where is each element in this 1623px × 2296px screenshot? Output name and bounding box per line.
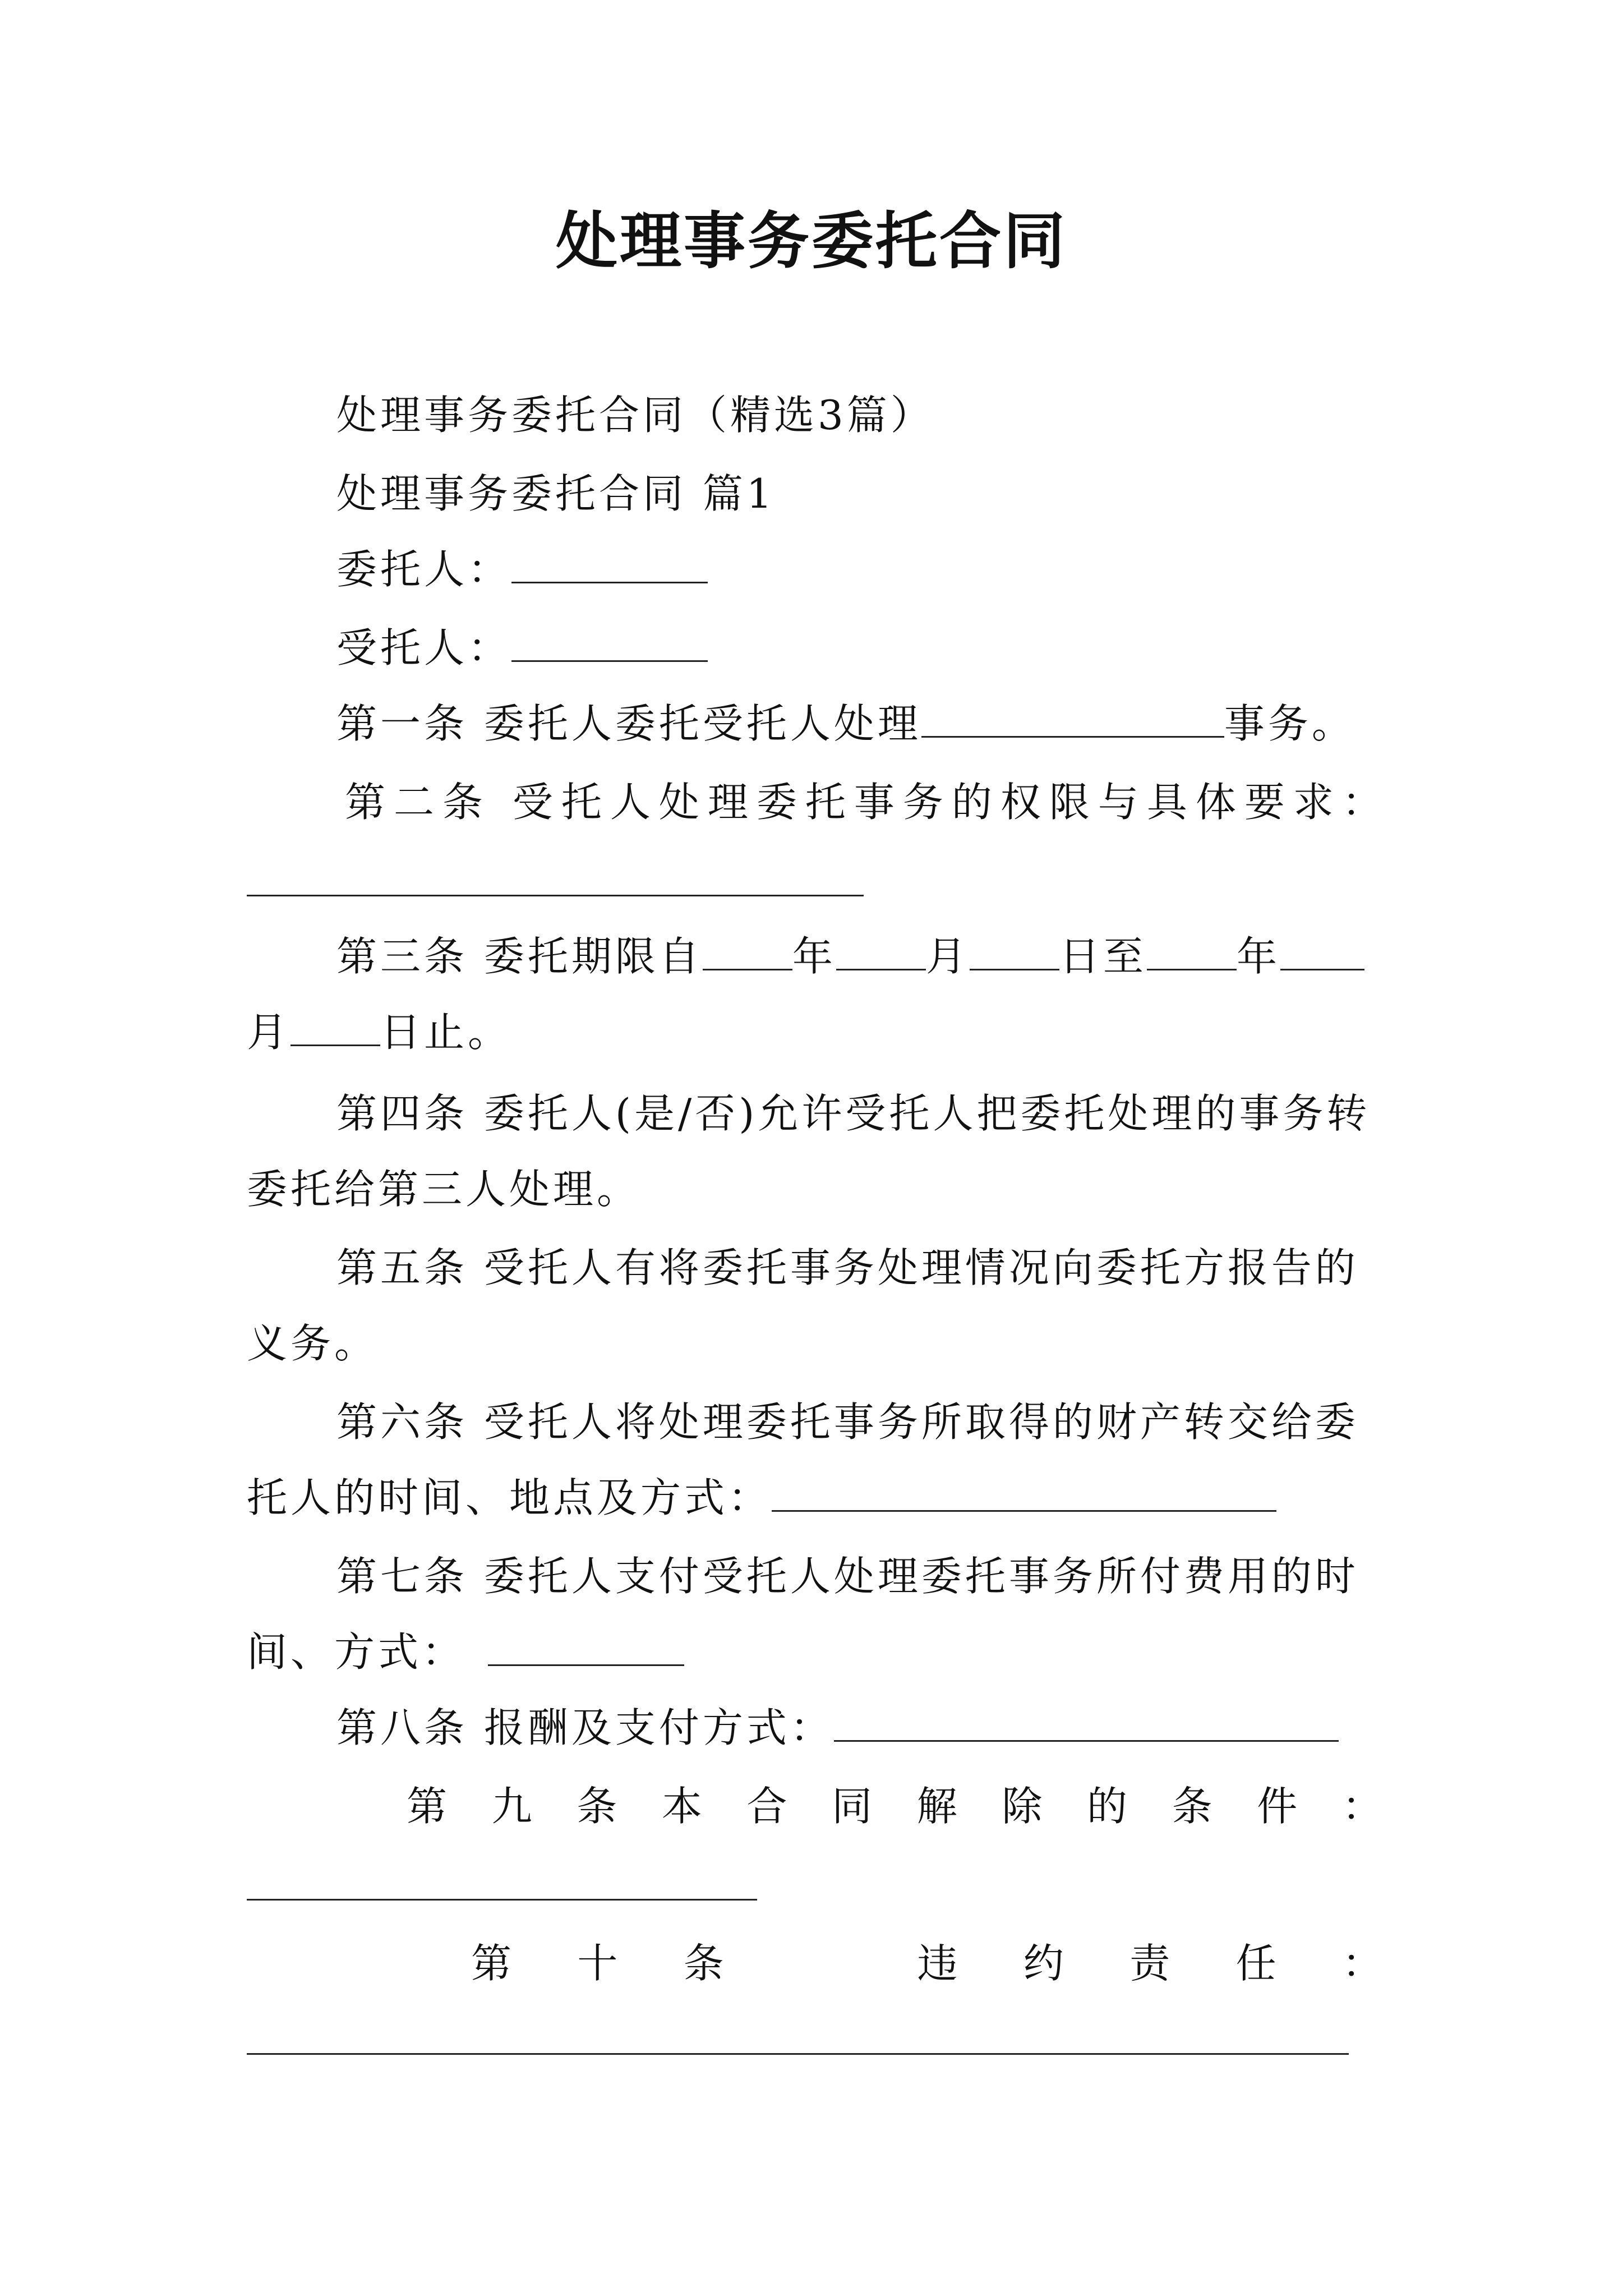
article-2: 第二条 受托人处理委托事务的权限与具体要求：	[345, 779, 1391, 826]
article-8	[336, 1700, 1339, 1756]
article-9-char: 第	[407, 1783, 448, 1830]
start-year-blank[interactable]	[703, 930, 792, 970]
article-10-char: 责	[1129, 1940, 1170, 1987]
article-3-start: 第三条 委托期限自	[336, 933, 703, 980]
article-1-prefix: 第一条 委托人委托受托人处理	[336, 700, 921, 747]
article-6-text: 托人的时间、地点及方式：	[247, 1474, 772, 1521]
article-9	[407, 1778, 1382, 1834]
article-1	[336, 696, 1355, 752]
article-7-text: 间、方式：	[247, 1628, 466, 1676]
principal-line	[336, 541, 708, 597]
principal-blank[interactable]	[511, 542, 708, 583]
month-label-2: 月	[247, 1009, 291, 1056]
article-3-end: 日止。	[380, 1009, 512, 1056]
article-9-char: 条	[577, 1783, 617, 1830]
article-1-suffix: 事务。	[1224, 700, 1355, 747]
day-to-label: 日至	[1059, 933, 1147, 980]
article-10-blank[interactable]	[247, 2053, 1349, 2055]
article-9-char: 条	[1172, 1783, 1212, 1830]
article-6-blank[interactable]	[772, 1471, 1276, 1512]
article-3-line2	[247, 1004, 511, 1060]
agent-blank[interactable]	[511, 621, 708, 662]
article-10-char: 十	[577, 1940, 618, 1987]
year-label-2: 年	[1236, 933, 1280, 980]
article-9-char: 的	[1087, 1783, 1128, 1830]
article-6-line2	[247, 1470, 1276, 1526]
article-2-blank[interactable]	[247, 895, 864, 896]
article-9-char: 解	[916, 1783, 957, 1830]
article-9-char: 九	[491, 1783, 532, 1830]
start-month-blank[interactable]	[836, 930, 926, 970]
article-6-line1: 第六条 受托人将处理委托事务所取得的财产转交给委	[336, 1398, 1359, 1446]
article-10-char: ：	[1341, 1940, 1382, 1987]
article-10-char: 约	[1023, 1940, 1064, 1987]
article-10-char: 任	[1235, 1940, 1276, 1987]
article-8-text: 第八条 报酬及支付方式：	[336, 1704, 834, 1751]
subtitle: 处理事务委托合同（精选3篇）	[336, 392, 934, 439]
article-9-blank[interactable]	[247, 1899, 757, 1901]
article-3-line1	[336, 928, 1364, 984]
month-label-1: 月	[925, 933, 970, 980]
end-year-blank[interactable]	[1147, 930, 1237, 970]
end-month-blank[interactable]	[1280, 930, 1364, 970]
agent-line	[336, 620, 708, 676]
article-4-line1: 第四条 委托人(是/否)允许受托人把委托处理的事务转	[336, 1090, 1371, 1137]
article-5-line1: 第五条 受托人有将委托事务处理情况向委托方报告的	[336, 1244, 1359, 1291]
article-4-line2: 委托给第三人处理。	[247, 1166, 641, 1213]
article-5-line2: 义务。	[247, 1320, 379, 1367]
article-9-char: 本	[661, 1783, 702, 1830]
end-day-blank[interactable]	[291, 1005, 380, 1046]
article-7-line1: 第七条 委托人支付受托人处理委托事务所付费用的时	[336, 1553, 1359, 1600]
document-title: 处理事务委托合同	[556, 205, 1067, 277]
article-9-char: ：	[1341, 1783, 1382, 1830]
article-10-char: 违	[917, 1940, 958, 1987]
start-day-blank[interactable]	[970, 930, 1059, 970]
article-9-char: 件	[1257, 1783, 1298, 1830]
article-10	[471, 1935, 1382, 1991]
year-label-1: 年	[792, 933, 836, 980]
article-7-line2	[247, 1624, 684, 1680]
article-9-char: 除	[1002, 1783, 1043, 1830]
article-9-char: 同	[832, 1783, 873, 1830]
article-10-char: 条	[683, 1940, 724, 1987]
section-heading: 处理事务委托合同 篇1	[336, 470, 776, 517]
article-1-blank[interactable]	[921, 697, 1224, 738]
principal-label: 委托人：	[336, 546, 512, 593]
article-9-char: 合	[746, 1783, 787, 1830]
agent-label: 受托人：	[336, 624, 512, 671]
article-7-blank[interactable]	[488, 1625, 684, 1666]
article-10-char: 第	[471, 1940, 512, 1987]
article-8-blank[interactable]	[834, 1701, 1339, 1742]
